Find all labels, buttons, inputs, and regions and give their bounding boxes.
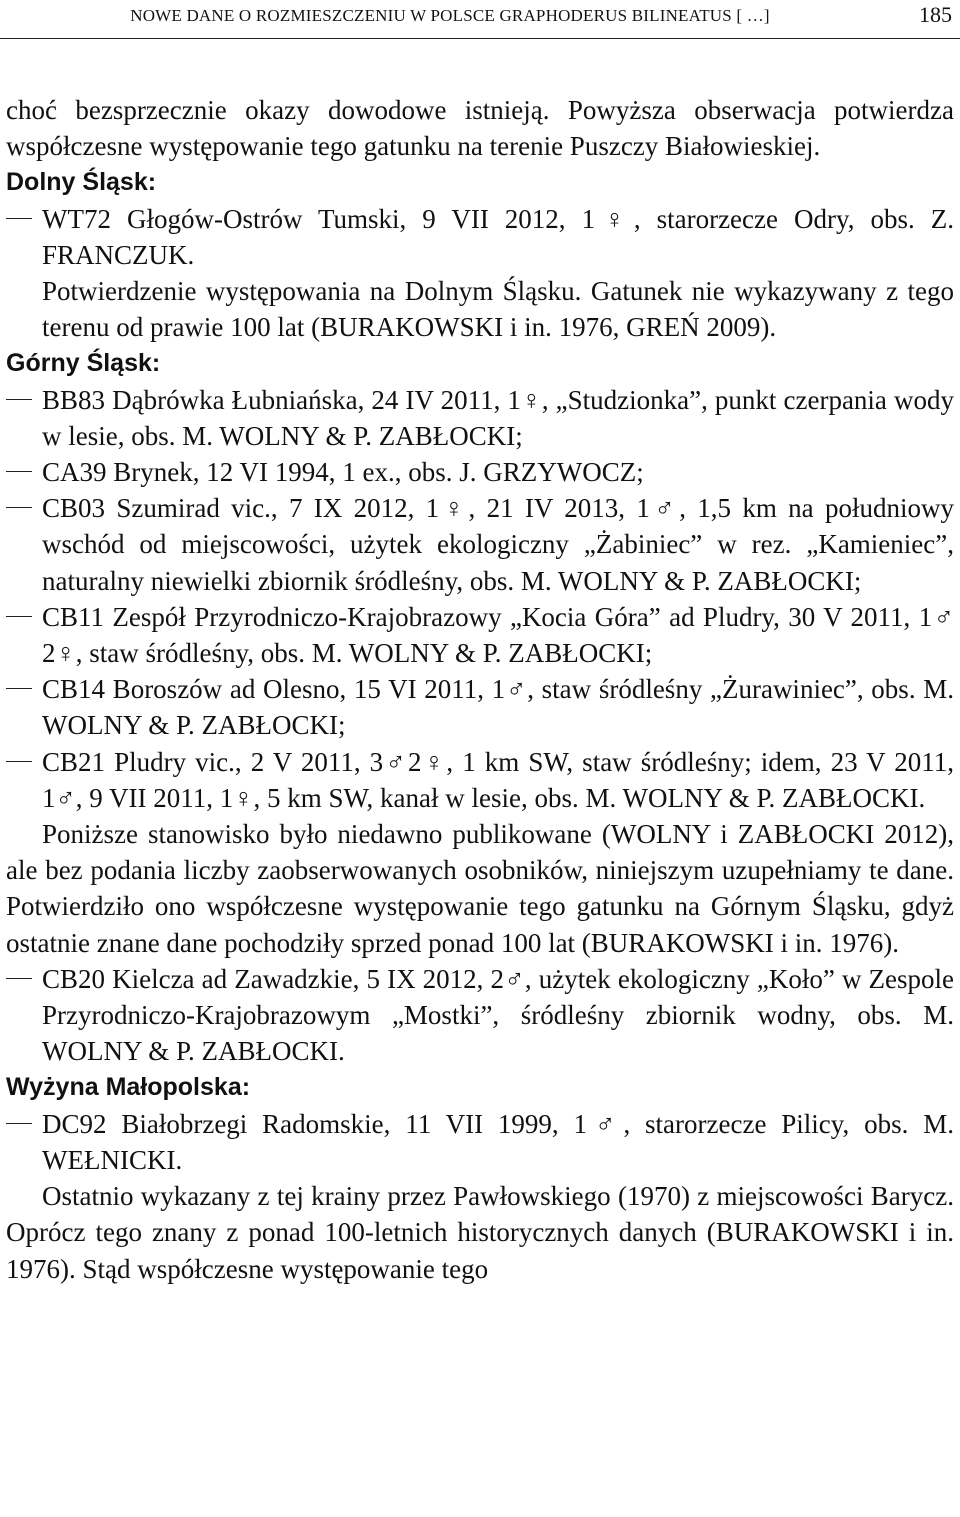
dash-marker	[6, 1123, 32, 1124]
dash-marker	[6, 399, 32, 400]
record-text: CB20 Kielcza ad Zawadzkie, 5 IX 2012, 2♂, użytek ekologiczny „Koło” w Zespole Przyrodniczo-Krajobrazowym „Mostki”, śródleśny zbiornik wodny, obs. M. WOLNY & P. ZABŁOCKI.	[42, 963, 954, 1067]
record-text: CB21 Pludry vic., 2 V 2011, 3♂2♀, 1 km SW, staw śródleśny; idem, 23 V 2011, 1♂, 9 VII 2011, 1♀, 5 km SW, kanał w lesie, obs. M. WOLNY & P. ZABŁOCKI.	[42, 746, 954, 813]
page-number: 185	[919, 2, 952, 27]
dash-marker	[6, 507, 32, 508]
record-text: CB14 Boroszów ad Olesno, 15 VI 2011, 1♂, staw śródleśny „Żurawiniec”, obs. M. WOLNY & P. ZABŁOCKI;	[42, 674, 954, 741]
header-rule	[0, 38, 960, 39]
record-entry	[6, 1106, 954, 1178]
section-heading-dolny-slask: Dolny Śląsk:	[6, 168, 157, 197]
page-body	[6, 92, 954, 1287]
record-text: CA39 Brynek, 12 VI 1994, 1 ex., obs. J. GRZYWOCZ;	[42, 457, 644, 488]
record-text: CB03 Szumirad vic., 7 IX 2012, 1♀, 21 IV 2013, 1♂, 1,5 km na południowy wschód od miejscowości, użytek ekologiczny „Żabiniec” w rez. „Kamieniec”, naturalny niewielki zbiornik śródleśny, obs. M. WOLNY & P. ZABŁOCKI;	[42, 493, 954, 596]
note-paragraph: Ostatnio wykazany z tej krainy przez Pawłowskiego (1970) z miejscowości Barycz. Oprócz tego znany z ponad 100-letnich historycznych danych (BURAKOWSKI i in. 1976). Stąd współczesne występowanie tego	[6, 1181, 954, 1284]
record-entry	[6, 454, 954, 490]
record-entry	[6, 744, 954, 816]
record-entry	[6, 671, 954, 743]
dash-marker	[6, 616, 32, 617]
dash-marker	[6, 688, 32, 689]
dash-marker	[6, 218, 32, 219]
record-entry	[6, 599, 954, 671]
dash-marker	[6, 978, 32, 979]
note-paragraph: Poniższe stanowisko było niedawno publikowane (WOLNY i ZABŁOCKI 2012), ale bez podania liczby zaobserwowanych osobników, niniejszym uzupełniamy te dane. Potwierdziło ono współczesne występowanie tego gatunku na Górnym Śląsku, gdyż ostatnie znane dane pochodziły sprzed ponad 100 lat (BURAKOWSKI i in. 1976).	[6, 819, 954, 958]
note-paragraph: Potwierdzenie występowania na Dolnym Śląsku. Gatunek nie wykazywany z tego terenu od prawie 100 lat (BURAKOWSKI i in. 1976, GREŃ 2009).	[42, 276, 954, 343]
dash-marker	[6, 761, 32, 762]
record-entry	[6, 201, 954, 273]
intro-paragraph: choć bezsprzecznie okazy dowodowe istnieją. Powyższa obserwacja potwierdza współczesne występowanie tego gatunku na terenie Puszczy Białowieskiej.	[6, 95, 954, 162]
record-text: CB11 Zespół Przyrodniczo-Krajobrazowy „Kocia Góra” ad Pludry, 30 V 2011, 1♂ 2♀, staw śródleśny, obs. M. WOLNY & P. ZABŁOCKI;	[42, 601, 954, 669]
section-heading-wyzyna-malopolska: Wyżyna Małopolska:	[6, 1073, 251, 1102]
running-title: NOWE DANE O ROZMIESZCZENIU W POLSCE GRAPHODERUS BILINEATUS [ …]	[130, 6, 770, 25]
dash-marker	[6, 471, 32, 472]
record-text: BB83 Dąbrówka Łubniańska, 24 IV 2011, 1♀, „Studzionka”, punkt czerpania wody w lesie, obs. M. WOLNY & P. ZABŁOCKI;	[42, 384, 954, 451]
record-text: WT72 Głogów-Ostrów Tumski, 9 VII 2012, 1♀, starorzecze Odry, obs. Z. FRANCZUK.	[42, 203, 954, 270]
record-entry	[6, 961, 954, 1070]
section-heading-gorny-slask: Górny Śląsk:	[6, 349, 161, 378]
record-entry	[6, 382, 954, 454]
record-text: DC92 Białobrzegi Radomskie, 11 VII 1999, 1♂, starorzecze Pilicy, obs. M. WEŁNICKI.	[42, 1108, 954, 1175]
record-entry	[6, 490, 954, 599]
running-header	[0, 0, 960, 40]
